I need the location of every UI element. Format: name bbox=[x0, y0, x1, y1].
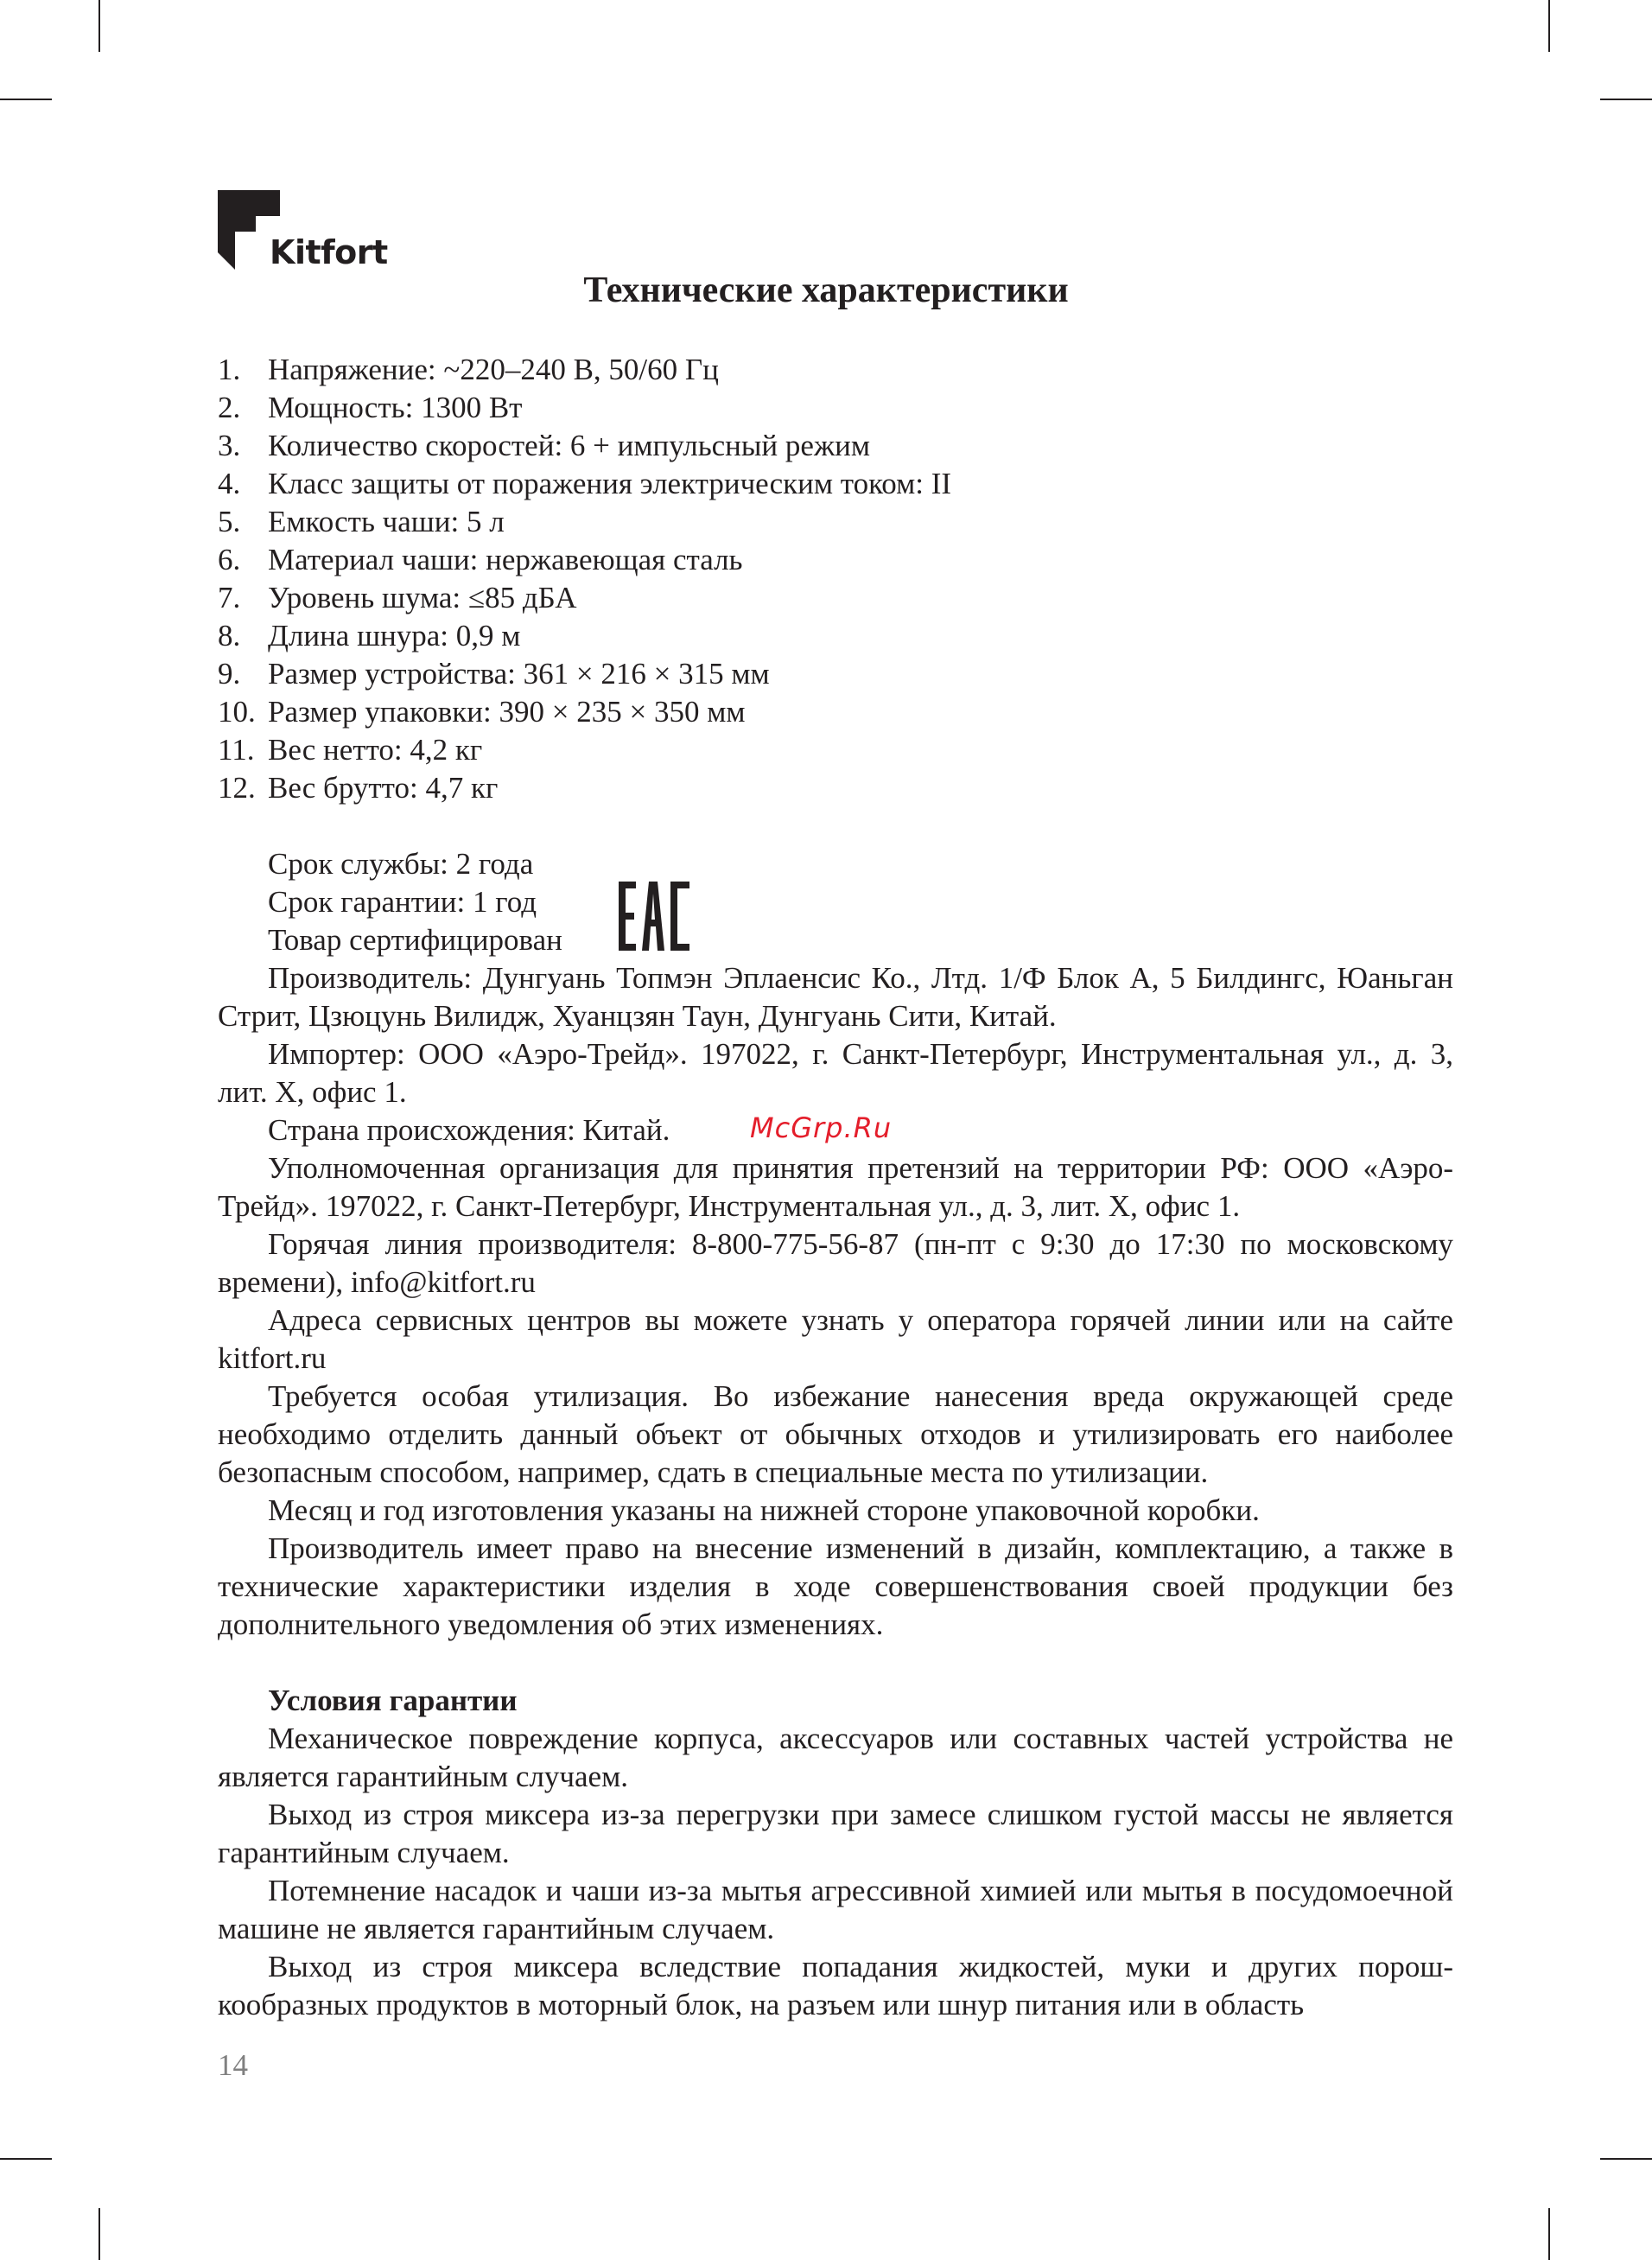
certified-note: Товар сертифицирован bbox=[268, 923, 562, 957]
product-info bbox=[268, 845, 562, 959]
brand-name: Kitfort bbox=[270, 233, 388, 271]
manufacturer-paragraph: Производитель: Дунгуань Топмэн Эплаенсис Ко., Лтд. 1/Ф Блок А, 5 Билдингс, Юаньган Стрит, Цзюцунь Вилидж, Хуанцзян Таун, Дунгуань Сити, Китай. bbox=[218, 961, 1453, 1033]
changes-paragraph: Производитель имеет право на внесение изменений в дизайн, комплектацию, а также в технические характеристики изделия в ходе совершенствования своей продукции без дополнительного уведомления об этих изменениях. bbox=[218, 1531, 1453, 1641]
warranty-period: Срок гарантии: 1 год bbox=[268, 885, 537, 919]
crop-mark bbox=[1548, 0, 1550, 52]
list-item: 5. Емкость чаши: 5 л bbox=[218, 505, 505, 538]
list-item: 9. Размер устройства: 361 × 216 × 315 мм bbox=[218, 657, 770, 691]
list-item: 10. Размер упаковки: 390 × 235 × 350 мм bbox=[218, 695, 746, 729]
warranty-item: Выход из строя миксера из-за перегрузки при замесе слишком густой массы не является гарантийным случаем. bbox=[218, 1798, 1453, 1869]
list-item: 12. Вес брутто: 4,7 кг bbox=[218, 771, 499, 805]
importer-paragraph: Импортер: ООО «Аэро-Трейд». 197022, г. Санкт-Петербург, Инструментальная ул., д. 3, лит. Х, офис 1. bbox=[218, 1037, 1453, 1109]
list-item: 3. Количество скоростей: 6 + импульсный режим bbox=[218, 429, 871, 462]
list-item: 8. Длина шнура: 0,9 м bbox=[218, 619, 521, 653]
list-item: 6. Материал чаши: нержавеющая сталь bbox=[218, 543, 743, 576]
disposal-paragraph: Требуется особая утилизация. Во избежание нанесения вреда окружающей среде необходимо отделить данный объект от обычных отходов и утилизировать его наиболее безопасным способом, например, сдать в специальные места по утилизации. bbox=[218, 1379, 1453, 1489]
page-number: 14 bbox=[218, 2048, 248, 2082]
spec-list bbox=[218, 351, 1453, 807]
crop-mark bbox=[98, 2208, 100, 2260]
crop-mark bbox=[1548, 2208, 1550, 2260]
watermark: McGrp.Ru bbox=[750, 1111, 893, 1144]
list-item: 2. Мощность: 1300 Вт bbox=[218, 391, 523, 424]
crop-mark bbox=[0, 99, 52, 100]
production-date-paragraph: Месяц и год изготовления указаны на нижней стороне упаковочной коробки. bbox=[268, 1493, 1260, 1527]
body-text bbox=[218, 959, 1453, 2024]
eac-mark-icon bbox=[619, 882, 689, 951]
warranty-item: Механическое повреждение корпуса, аксессуаров или составных частей устройства не является гарантийным случаем. bbox=[218, 1722, 1453, 1793]
list-item: 4. Класс защиты от поражения электрическим током: II bbox=[218, 467, 952, 500]
hotline-paragraph: Горячая линия производителя: 8-800-775-56-87 (пн-пт с 9:30 до 17:30 по московскому времени), info@kitfort.ru bbox=[218, 1227, 1453, 1299]
list-item: 7. Уровень шума: ≤85 дБА bbox=[218, 581, 577, 614]
crop-mark bbox=[98, 0, 100, 52]
crop-mark bbox=[1600, 2158, 1652, 2160]
warranty-item: Потемнение насадок и чаши из-за мытья агрессивной химией или мытья в посудомоечной машине не является гарантийным случаем. bbox=[218, 1874, 1453, 1945]
crop-mark bbox=[0, 2158, 52, 2160]
page-title: Технические характеристики bbox=[583, 271, 1069, 310]
authorized-org-paragraph: Уполномоченная организация для принятия претензий на территории РФ: ООО «Аэро-Трейд». 197022, г. Санкт-Петербург, Инструментальная ул., д. 3, лит. Х, офис 1. bbox=[218, 1151, 1453, 1223]
service-centers-paragraph: Адреса сервисных центров вы можете узнать у оператора горячей линии или на сайте kitfort.ru bbox=[218, 1303, 1453, 1375]
warranty-heading: Условия гарантии bbox=[268, 1684, 518, 1717]
crop-mark bbox=[1600, 99, 1652, 100]
list-item: 11. Вес нетто: 4,2 кг bbox=[218, 733, 483, 767]
warranty-item: Выход из строя миксера вследствие попадания жидкостей, муки и других порошкообразных продуктов в моторный блок, на разъем или шнур питания или в область bbox=[218, 1950, 1453, 2021]
service-life: Срок службы: 2 года bbox=[268, 847, 534, 881]
list-item: 1. Напряжение: ~220–240 В, 50/60 Гц bbox=[218, 353, 719, 386]
origin-paragraph: Страна происхождения: Китай. bbox=[268, 1113, 670, 1147]
